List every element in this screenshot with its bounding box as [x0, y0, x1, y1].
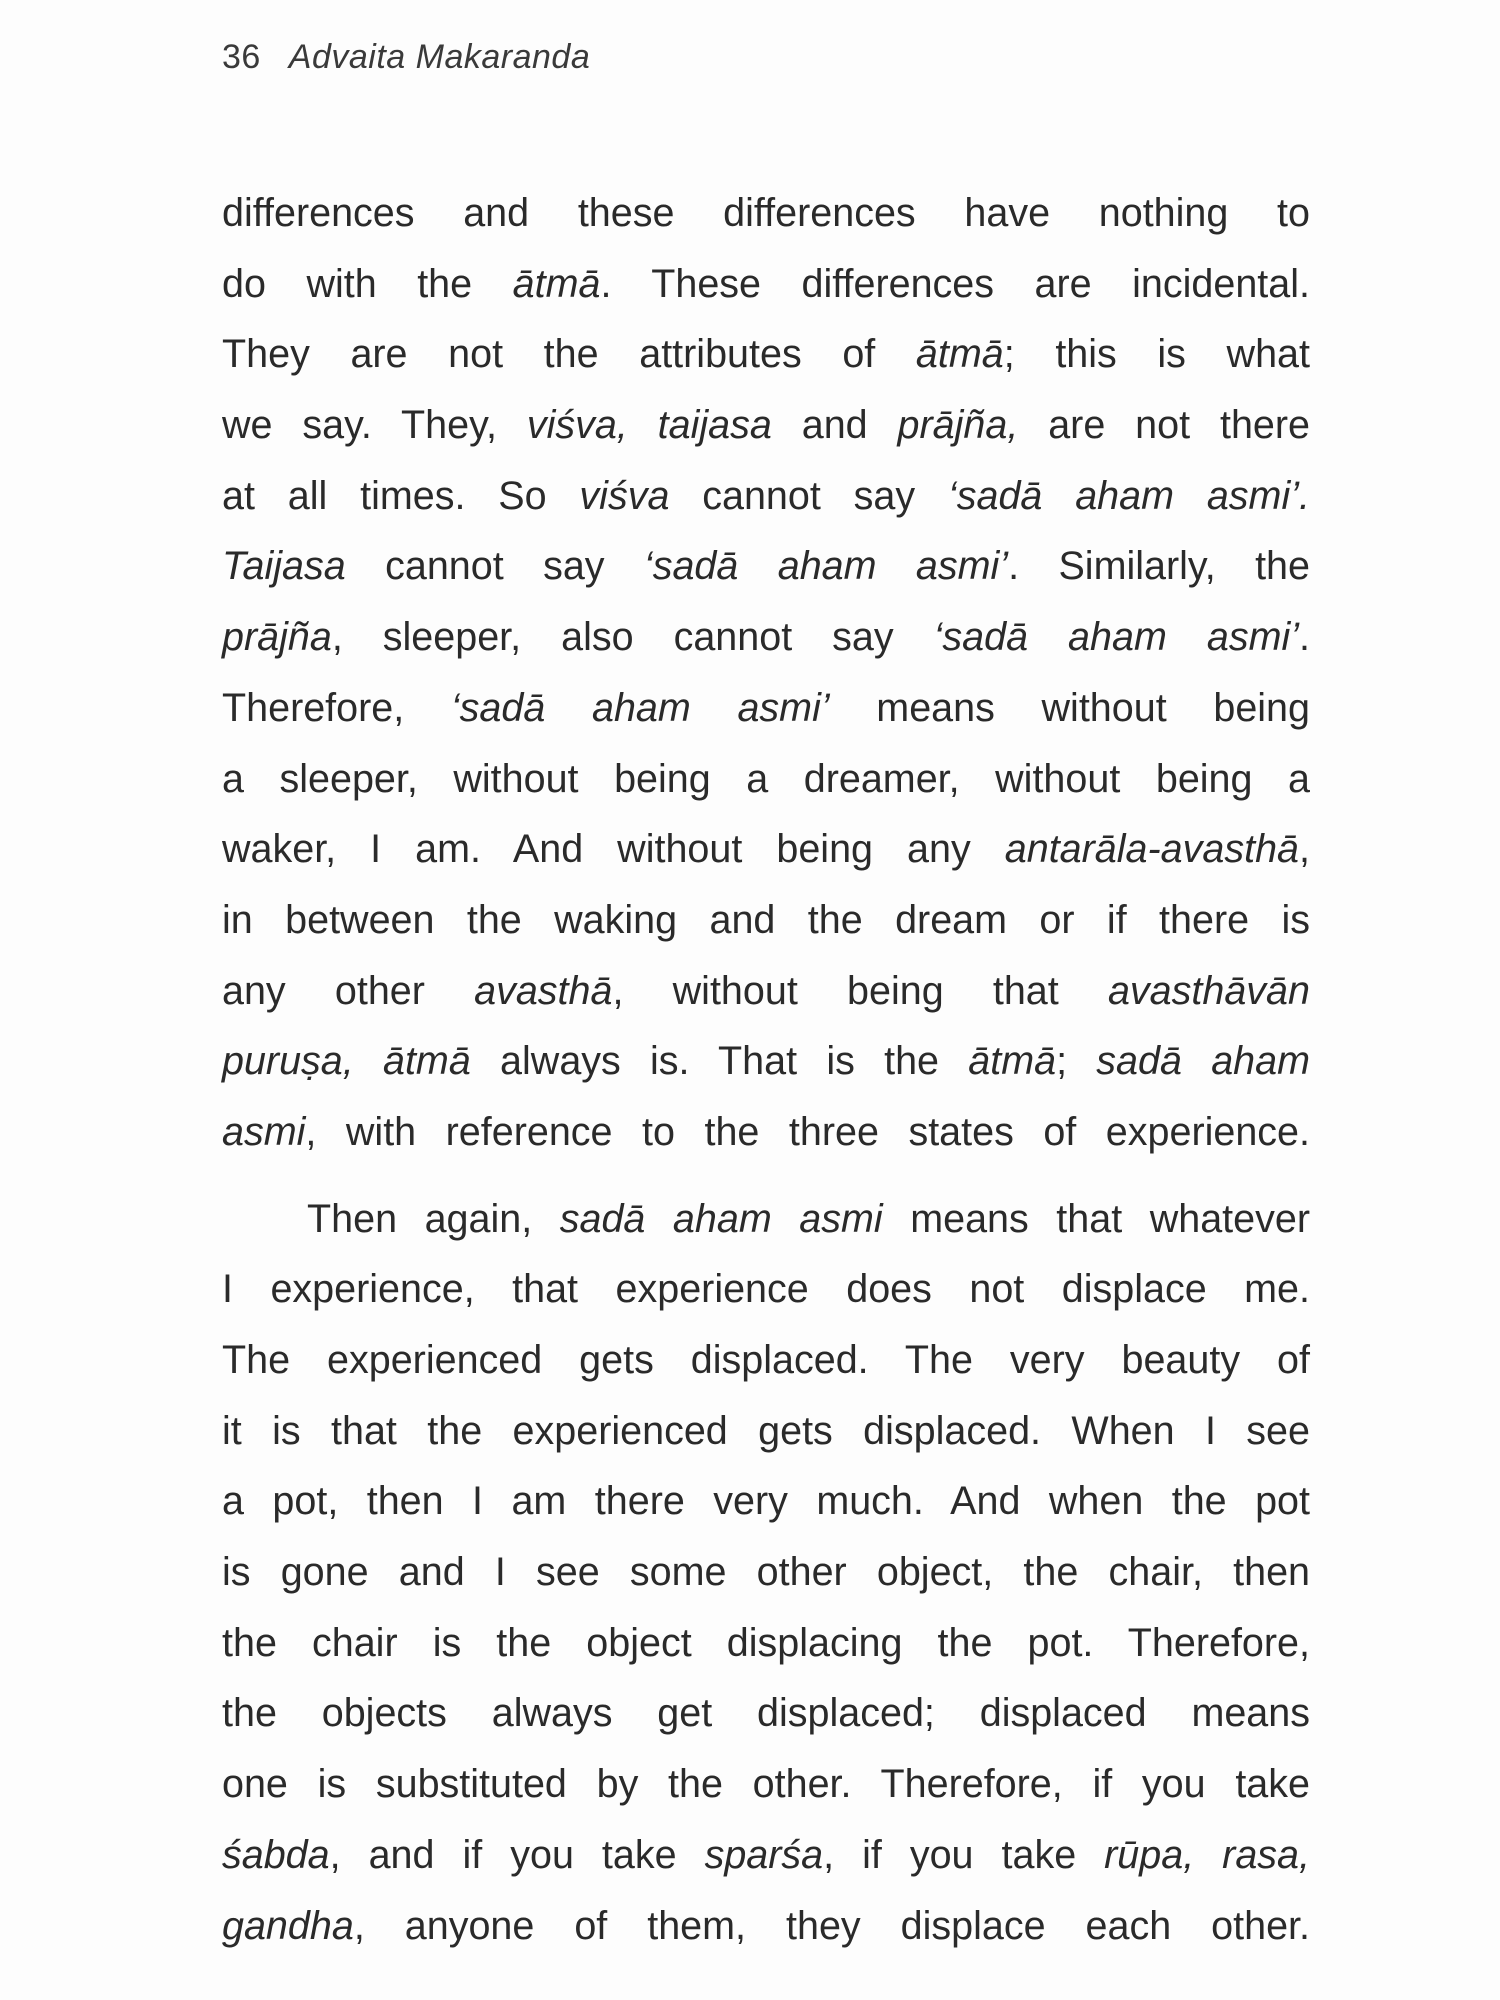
book-title: Advaita Makaranda	[288, 38, 591, 76]
text-run: , anyone of them, they displace each other.	[353, 1903, 1310, 1948]
text-run: Therefore,	[222, 685, 451, 730]
text-line	[222, 885, 1310, 956]
paragraph	[222, 1184, 1310, 1962]
text-line	[222, 178, 1310, 249]
text-run: ,	[1299, 827, 1310, 872]
text-line	[222, 1097, 1310, 1168]
text-run: do with the	[222, 261, 513, 306]
text-run: the chair is the object displacing the pot. Therefore,	[222, 1620, 1310, 1665]
text-run: and	[771, 403, 898, 448]
text-run: ;	[1056, 1039, 1097, 1084]
italic-term: sadā aham	[1096, 1039, 1310, 1084]
text-run: we say. They,	[222, 403, 527, 448]
italic-term: puruṣa, ātmā	[222, 1039, 471, 1084]
text-run: cannot say	[669, 473, 948, 518]
italic-term: viśva, taijasa	[526, 403, 772, 448]
text-run: means that whatever	[882, 1196, 1310, 1241]
text-line	[222, 744, 1310, 815]
text-line	[222, 1026, 1310, 1097]
text-line	[222, 673, 1310, 744]
italic-term: avasthāvān	[1107, 968, 1310, 1013]
text-line	[222, 602, 1310, 673]
italic-term: ‘sadā aham asmi’	[450, 685, 830, 730]
text-line	[222, 1820, 1310, 1891]
italic-term: sadā aham asmi	[559, 1196, 883, 1241]
text-line	[222, 1678, 1310, 1749]
text-line	[222, 390, 1310, 461]
italic-term: ātmā	[968, 1039, 1057, 1084]
text-line	[222, 249, 1310, 320]
text-run: in between the waking and the dream or if there is	[222, 897, 1310, 942]
text-run: one is substituted by the other. Therefore, if you take	[222, 1762, 1310, 1807]
text-run: . Similarly, the	[1008, 544, 1310, 589]
running-header	[222, 38, 590, 77]
text-line	[222, 1184, 1310, 1255]
page-number: 36	[222, 38, 261, 76]
text-run: always is. That is the	[470, 1039, 969, 1084]
text-run: . These differences are incidental.	[600, 261, 1310, 306]
italic-term: prājña	[222, 615, 332, 660]
text-line	[222, 1466, 1310, 1537]
italic-term: antarāla-avasthā	[1004, 827, 1300, 872]
text-line	[222, 1396, 1310, 1467]
italic-term: ‘sadā aham asmi’	[643, 544, 1009, 589]
text-run: a pot, then I am there very much. And when the pot	[222, 1479, 1310, 1524]
text-run: cannot say	[345, 544, 644, 589]
text-run: it is that the experienced gets displaced. When I see	[222, 1408, 1310, 1453]
italic-term: ātmā	[915, 332, 1004, 377]
italic-term: avasthā	[474, 968, 613, 1013]
text-line	[222, 1537, 1310, 1608]
text-line	[222, 1608, 1310, 1679]
text-line	[222, 319, 1310, 390]
italic-term: ātmā	[512, 261, 601, 306]
text-line	[222, 956, 1310, 1027]
text-run: at all times. So	[222, 473, 580, 518]
italic-term: ‘sadā aham asmi’.	[947, 473, 1310, 518]
body-text	[222, 178, 1310, 1961]
text-run: any other	[222, 968, 475, 1013]
text-line	[222, 1254, 1310, 1325]
text-run: , if you take	[823, 1832, 1105, 1877]
text-line	[222, 1325, 1310, 1396]
text-run: is gone and I see some other object, the chair, then	[222, 1550, 1310, 1595]
text-run: the objects always get displaced; displaced means	[222, 1691, 1310, 1736]
text-run: , with reference to the three states of experience.	[305, 1109, 1310, 1154]
text-line	[222, 531, 1310, 602]
italic-term: gandha	[222, 1903, 354, 1948]
paragraph	[222, 178, 1310, 1168]
text-run: , without being that	[612, 968, 1108, 1013]
italic-term: śabda	[222, 1832, 330, 1877]
text-line	[222, 461, 1310, 532]
text-run: means without being	[829, 685, 1310, 730]
italic-term: Taijasa	[222, 544, 346, 589]
text-run: The experienced gets displaced. The very beauty of	[222, 1338, 1310, 1382]
text-run: , sleeper, also cannot say	[331, 615, 934, 660]
italic-term: prājña,	[897, 403, 1019, 448]
text-run: waker, I am. And without being any	[222, 827, 1005, 872]
text-run: are not there	[1018, 403, 1311, 448]
text-run: I experience, that experience does not displace me.	[222, 1267, 1310, 1312]
text-line	[222, 814, 1310, 885]
text-line	[222, 1749, 1310, 1820]
italic-term: sparśa	[704, 1832, 824, 1877]
text-run: Then again,	[307, 1196, 560, 1241]
text-run: , and if you take	[329, 1832, 705, 1877]
italic-term: asmi	[222, 1109, 306, 1154]
text-run: a sleeper, without being a dreamer, without being a	[222, 756, 1310, 801]
text-run: differences and these differences have nothing to	[222, 191, 1310, 235]
text-line	[222, 1891, 1310, 1962]
italic-term: rūpa, rasa,	[1104, 1832, 1310, 1877]
italic-term: ‘sadā aham asmi’	[933, 615, 1300, 660]
text-run: They are not the attributes of	[222, 332, 916, 377]
italic-term: viśva	[579, 473, 670, 518]
text-run: ; this is what	[1003, 332, 1310, 377]
text-run: .	[1299, 615, 1311, 660]
